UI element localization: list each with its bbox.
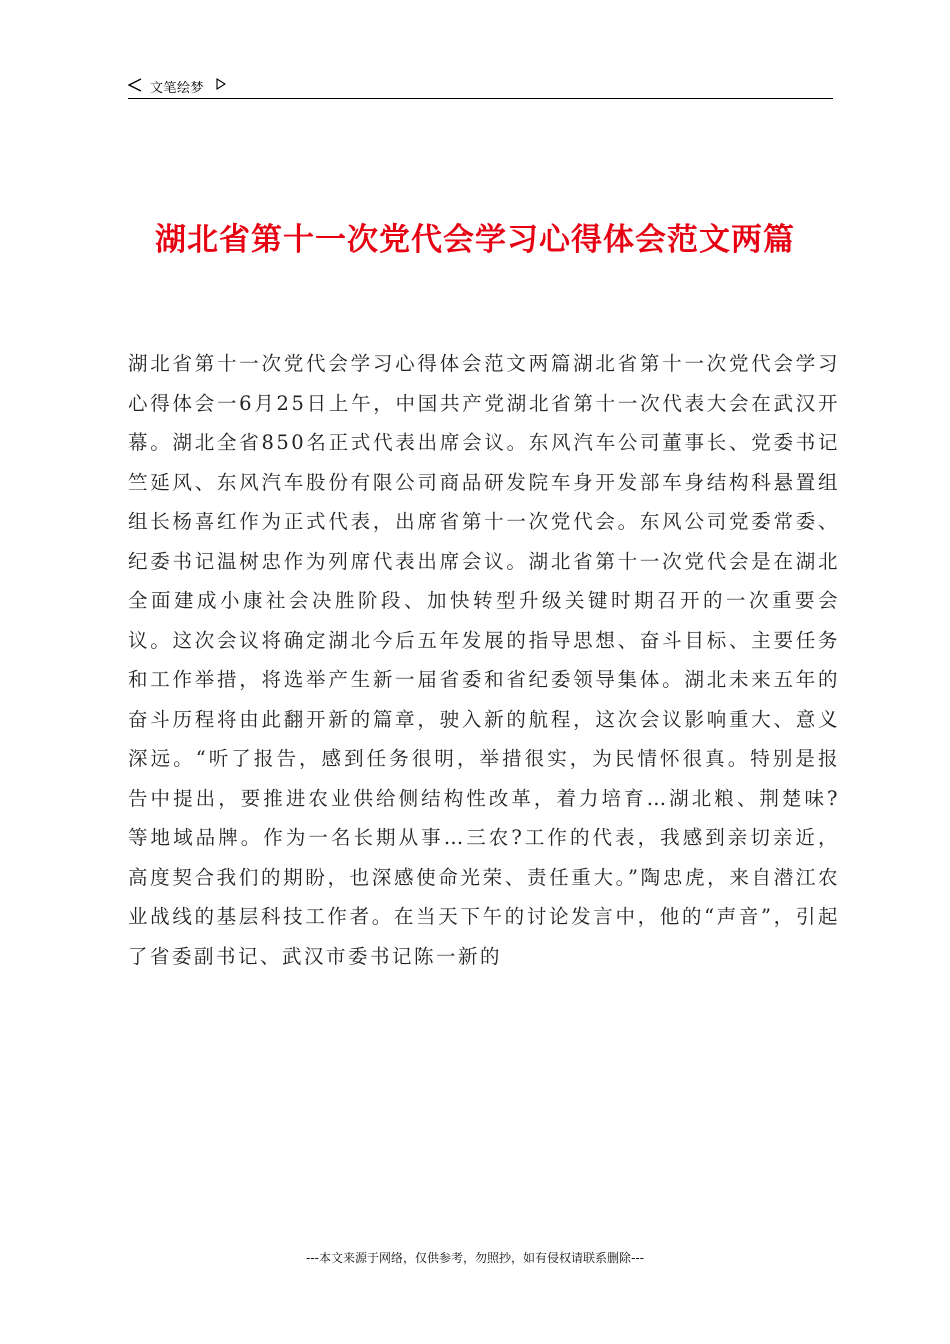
page-header: [128, 74, 833, 99]
document-body: 湖北省第十一次党代会学习心得体会范文两篇湖北省第十一次党代会学习心得体会一6月25日上午，中国共产党湖北省第十一次代表大会在武汉开幕。湖北全省850名正式代表出席会议。东风汽车公司董事长、党委书记竺延风、东风汽车股份有限公司商品研发院车身开发部车身结构科悬置组组长杨喜红作为正式代表，出席省第十一次党代会。东风公司党委常委、纪委书记温树忠作为列席代表出席会议。湖北省第十一次党代会是在湖北全面建成小康社会决胜阶段、加快转型升级关键时期召开的一次重要会议。这次会议将确定湖北今后五年发展的指导思想、奋斗目标、主要任务和工作举措，将选举产生新一届省委和省纪委领导集体。湖北未来五年的奋斗历程将由此翻开新的篇章，驶入新的航程，这次会议影响重大、意义深远。“听了报告，感到任务很明，举措很实，为民情怀很真。特别是报告中提出，要推进农业供给侧结构性改革，着力培育…湖北粮、荆楚味?等地域品牌。作为一名长期从事…三农?工作的代表，我感到亲切亲近，高度契合我们的期盼，也深感使命光荣、责任重大。”陶忠虎，来自潜江农业战线的基层科技工作者。在当天下午的讨论发言中，他的“声音”，引起了省委副书记、武汉市委书记陈一新的: [128, 352, 840, 968]
triangle-left-icon: [128, 78, 142, 92]
document-title: 湖北省第十一次党代会学习心得体会范文两篇: [155, 222, 795, 258]
triangle-right-icon: [216, 78, 226, 90]
footer-disclaimer: ---本文来源于网络，仅供参考，勿照抄，如有侵权请联系删除---: [306, 1251, 644, 1265]
header-brand: 文笔绘梦: [150, 81, 205, 96]
